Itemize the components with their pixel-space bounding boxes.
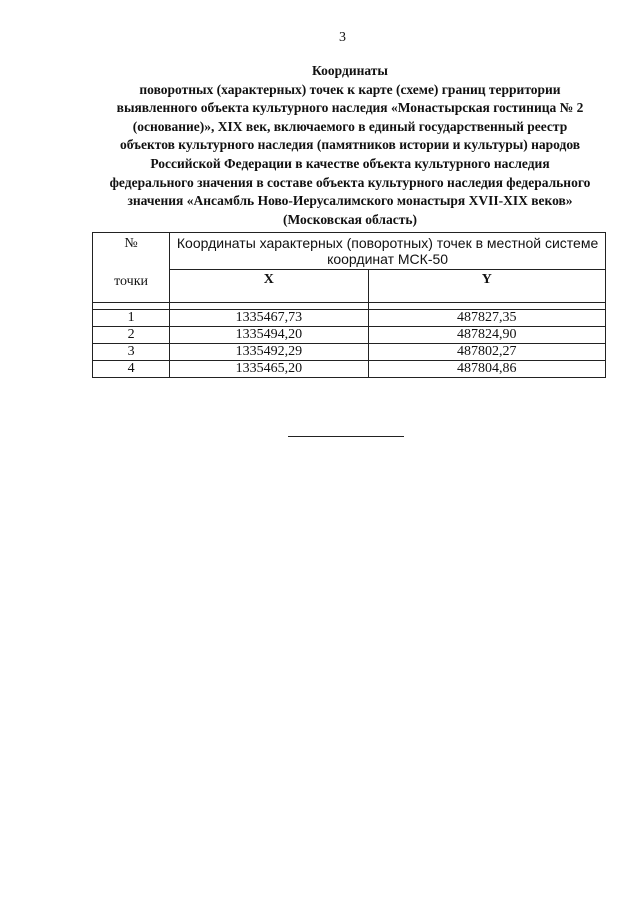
y-coordinate-cell: 487827,35 (368, 310, 605, 327)
page-number: 3 (339, 30, 346, 45)
table-row (93, 361, 606, 378)
document-title (70, 62, 630, 229)
y-coordinate-cell: 487802,27 (368, 344, 605, 361)
point-number-cell: 1 (93, 310, 170, 327)
title-line: выявленного объекта культурного наследия «Монастырская гостиница № 2 (116, 100, 584, 116)
title-line: (Московская область) (282, 211, 417, 227)
number-sign: № (124, 236, 138, 251)
end-of-document-line (288, 436, 404, 437)
spacer-cell (368, 303, 605, 310)
point-number-header (93, 233, 170, 303)
coordinates-table (92, 232, 606, 378)
y-coordinate-cell: 487804,86 (368, 361, 605, 378)
point-number-cell: 2 (93, 327, 170, 344)
title-line: объектов культурного наследия (памятников истории и культуры) народов (119, 137, 581, 153)
y-column-header: Y (368, 270, 605, 303)
x-coordinate-cell: 1335492,29 (170, 344, 368, 361)
x-column-header: X (170, 270, 368, 303)
x-coordinate-cell: 1335465,20 (170, 361, 368, 378)
table-header-row (93, 233, 606, 270)
points-label: точки (114, 274, 149, 289)
y-coordinate-cell: 487824,90 (368, 327, 605, 344)
title-line: (основание)», XIX век, включаемого в единый государственный реестр (132, 118, 568, 134)
title-line: поворотных (характерных) точек к карте (схеме) границ территории (139, 81, 561, 97)
title-line: федерального значения в составе объекта культурного наследия федерального (109, 174, 591, 190)
point-number-cell: 4 (93, 361, 170, 378)
title-line: Координаты (312, 63, 388, 78)
coordinates-group-header: Координаты характерных (поворотных) точек в местной системе координат МСК-50 (170, 233, 606, 270)
spacer-cell (93, 303, 170, 310)
table-row (93, 327, 606, 344)
point-number-cell: 3 (93, 344, 170, 361)
table-row (93, 344, 606, 361)
x-coordinate-cell: 1335494,20 (170, 327, 368, 344)
table-row (93, 310, 606, 327)
spacer-cell (170, 303, 368, 310)
title-line: значения «Ансамбль Ново-Иерусалимского монастыря XVII-XIX веков» (127, 193, 573, 209)
x-coordinate-cell: 1335467,73 (170, 310, 368, 327)
title-line: Российской Федерации в качестве объекта культурного наследия (150, 155, 550, 171)
table-spacer-row (93, 303, 606, 310)
